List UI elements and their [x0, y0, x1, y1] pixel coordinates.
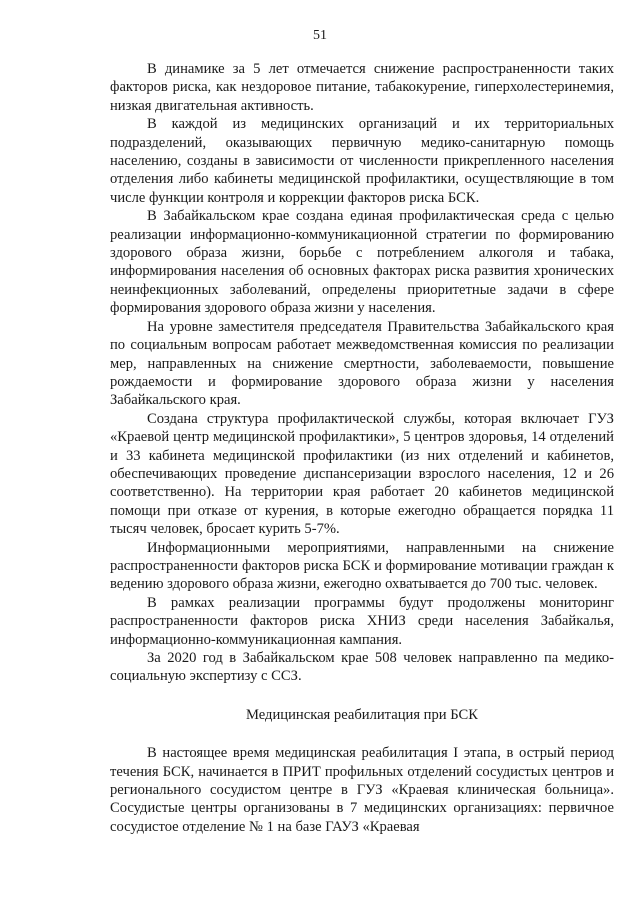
document-body [110, 60, 614, 836]
paragraph: За 2020 год в Забайкальском крае 508 человек направленно па медико-социальную экспертизу с ССЗ. [110, 650, 614, 685]
paragraph: В динамике за 5 лет отмечается снижение распространенности таких факторов риска, как нездоровое питание, табакокурение, гиперхолестеринемия, низкая двигательная активность. [110, 61, 614, 114]
paragraph: В настоящее время медицинская реабилитация I этапа, в острый период течения БСК, начинается в ПРИТ профильных отделений сосудистых центров и регионального сосудистом центре в ГУЗ «Краевая клиническая больница». Сосудистые центры организованы в 7 медицинских организациях: первичное сосудистое отделение № 1 на базе ГАУЗ «Краевая [110, 745, 614, 835]
paragraph: В Забайкальском крае создана единая профилактическая среда с целью реализации информационно-коммуникационной стратегии по формированию здорового образа жизни, борьбе с потреблением алкоголя и табака, информирования населения об основных факторах риска развития хронических неинфекционных заболеваний, определены приоритетные задачи в сфере формирования здорового образа жизни у населения. [110, 208, 614, 317]
paragraph: В каждой из медицинских организаций и их территориальных подразделений, оказывающих первичную медико-санитарную помощь населению, созданы в зависимости от численности прикрепленного населения отделения либо кабинеты медицинской профилактики, осуществляющие в том числе функции контроля и коррекции факторов риска БСК. [110, 116, 614, 206]
section-heading: Медицинская реабилитация при БСК [245, 706, 478, 723]
paragraph: В рамках реализации программы будут продолжены мониторинг распространенности факторов риска ХНИЗ среди населения Забайкалья, информационно-коммуникационная кампания. [110, 594, 614, 648]
paragraph: Создана структура профилактической службы, которая включает ГУЗ «Краевой центр медицинской профилактики», 5 центров здоровья, 14 отделений и 33 кабинета медицинской профилактики (из них отделений и кабинетов, обеспечивающих проведение диспансеризации взрослого населения, 12 и 26 соответственно). На территории края работает 20 кабинетов медицинской помощи при отказе от курения, в которые ежегодно обращается порядка 11 тысяч человек, бросает курить 5-7%. [110, 410, 614, 538]
page-number: 51 [313, 28, 327, 43]
paragraph: На уровне заместителя председателя Правительства Забайкальского края по социальным вопросам работает межведомственная комиссия по реализации мер, направленных на снижение смертности, заболеваемости, повышение рождаемости и формирование здорового образа жизни у населения Забайкальского края. [110, 318, 614, 409]
paragraph: Информационными мероприятиями, направленными на снижение распространенности факторов риска БСК и формирование мотивации граждан к ведению здорового образа жизни, ежегодно охватывается до 700 тыс. человек. [110, 539, 614, 593]
